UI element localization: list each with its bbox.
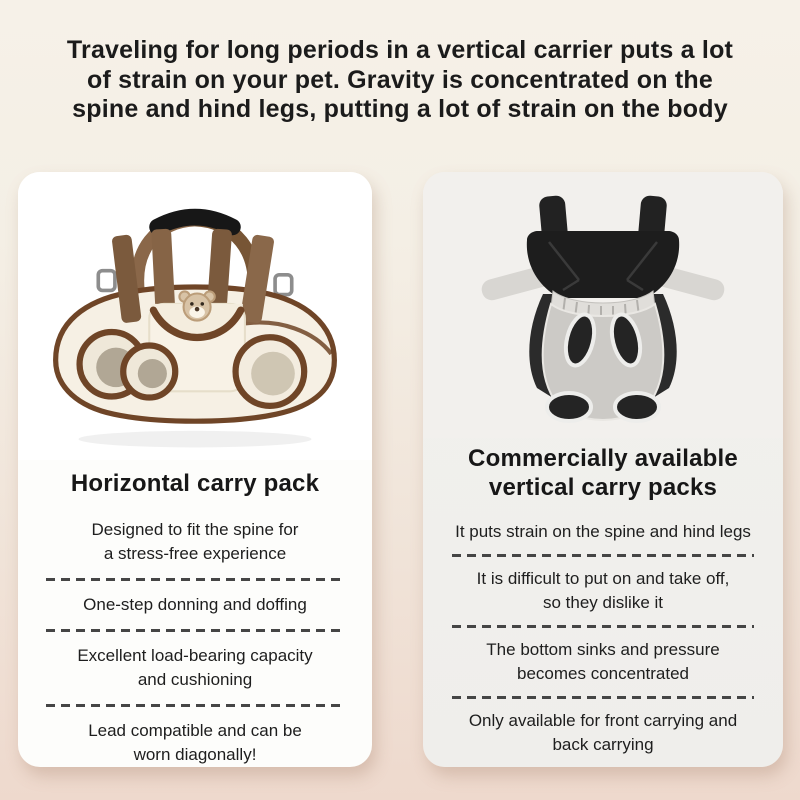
- vertical-pack-card: [423, 172, 783, 767]
- vertical-pack-photo: [423, 172, 783, 438]
- point-line: Only available for front carrying and: [468, 711, 738, 730]
- feature-point: [18, 707, 372, 779]
- headline: [35, 36, 765, 125]
- drawback-point: [423, 557, 783, 625]
- point-line: It puts strain on the spine and hind legs: [455, 522, 751, 541]
- point-line: back carrying: [552, 735, 654, 754]
- headline-line-1: Traveling for long periods in a vertical carrier puts a lot: [66, 36, 734, 64]
- feature-point: [18, 632, 372, 704]
- horizontal-pack-card: [18, 172, 372, 767]
- point-line: The bottom sinks and pressure: [486, 640, 720, 659]
- point-line: becomes concentrated: [517, 664, 689, 683]
- drawback-point: [423, 628, 783, 696]
- headline-line-3: spine and hind legs, putting a lot of strain on the body: [72, 95, 728, 123]
- left-card-title: Horizontal carry pack: [70, 470, 320, 497]
- horizontal-pack-photo: [18, 172, 372, 460]
- drawback-point: [423, 510, 783, 554]
- point-line: Designed to fit the spine for: [91, 520, 299, 539]
- feature-point: [18, 506, 372, 578]
- right-card-title: Commercially available vertical carry packs: [468, 445, 738, 501]
- point-line: so they dislike it: [543, 593, 663, 612]
- point-line: worn diagonally!: [133, 745, 257, 764]
- point-line: and cushioning: [137, 670, 253, 689]
- feature-point: [18, 581, 372, 629]
- drawback-point: [423, 699, 783, 767]
- point-line: One-step donning and doffing: [83, 595, 307, 614]
- point-line: It is difficult to put on and take off,: [476, 569, 730, 588]
- horizontal-pack-illustration: [39, 204, 351, 460]
- vertical-pack-illustration: [453, 188, 753, 438]
- headline-line-2: of strain on your pet. Gravity is concentrated on the: [87, 65, 713, 94]
- point-line: a stress-free experience: [103, 544, 287, 563]
- point-line: Excellent load-bearing capacity: [77, 646, 313, 665]
- right-card-points: [423, 510, 783, 767]
- point-line: Lead compatible and can be: [88, 721, 302, 740]
- left-card-points: [18, 506, 372, 779]
